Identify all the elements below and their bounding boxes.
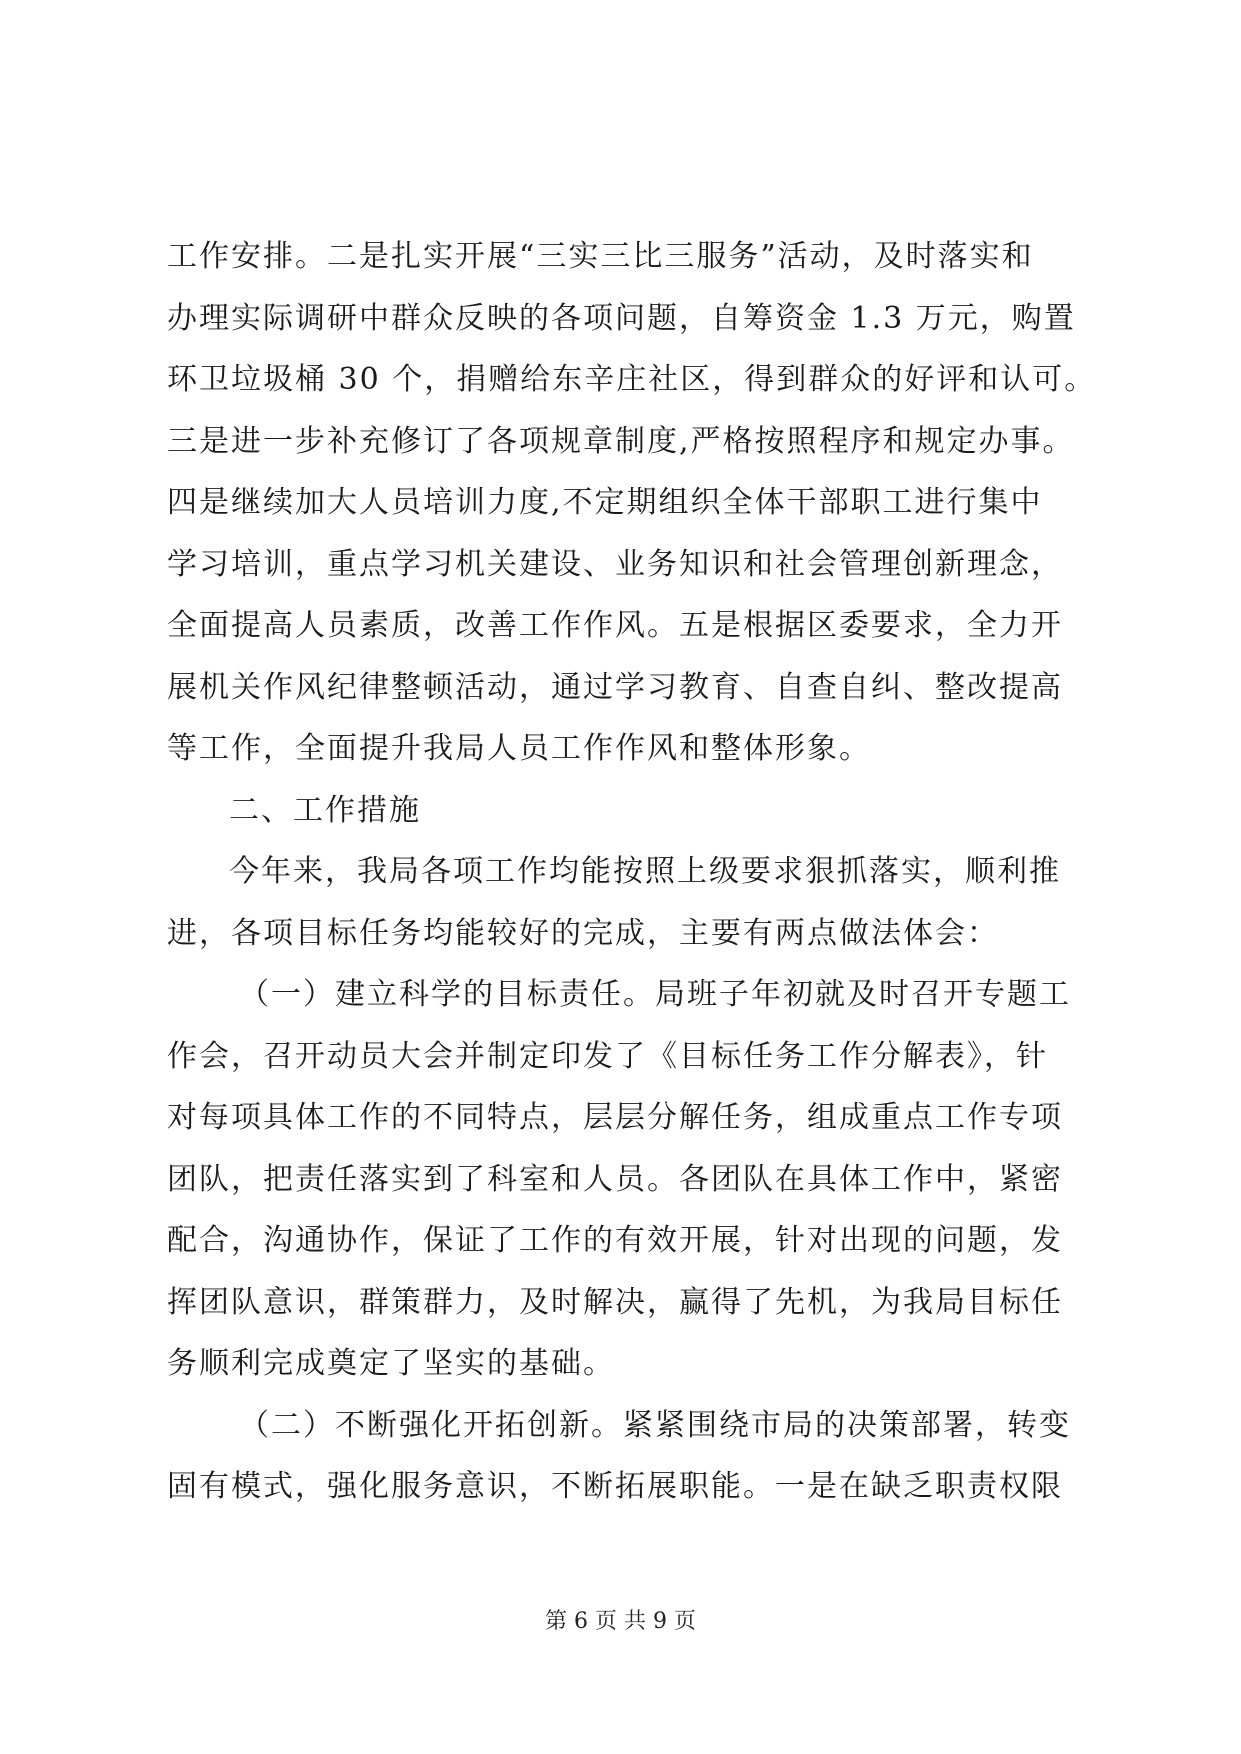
- text-line: 三是进一步补充修订了各项规章制度,严格按照程序和规定办事。: [167, 423, 1075, 459]
- text-line: 环卫垃圾桶 30 个，捐赠给东辛庄社区，得到群众的好评和认可。: [167, 362, 1097, 397]
- text-line: 进，各项目标任务均能较好的完成，主要有两点做法体会：: [167, 915, 999, 951]
- text-line: 全面提高人员素质，改善工作作风。五是根据区委要求，全力开: [167, 608, 1063, 643]
- page-footer: 第 6 页 共 9 页: [545, 1609, 696, 1634]
- text-line: 今年来，我局各项工作均能按照上级要求狠抓落实，顺利推: [229, 854, 1061, 889]
- text-line: 等工作，全面提升我局人员工作作风和整体形象。: [167, 731, 871, 766]
- text-line: 团队，把责任落实到了科室和人员。各团队在具体工作中，紧密: [167, 1161, 1063, 1197]
- text-line: 作会，召开动员大会并制定印发了《目标任务工作分解表》，针: [167, 1038, 1048, 1074]
- text-line: 办理实际调研中群众反映的各项问题，自筹资金 1.3 万元，购置: [167, 300, 1076, 336]
- text-line: 对每项具体工作的不同特点，层层分解任务，组成重点工作专项: [167, 1100, 1063, 1135]
- text-line: 展机关作风纪律整顿活动，通过学习教育、自查自纠、整改提高: [167, 669, 1063, 705]
- subsection-line: （一）建立科学的目标责任。局班子年初就及时召开专题工: [239, 977, 1071, 1012]
- text-line: 工作安排。二是扎实开展“三实三比三服务”活动，及时落实和: [167, 239, 1034, 274]
- subsection-line: （二）不断强化开拓创新。紧紧围绕市局的决策部署，转变: [239, 1407, 1071, 1443]
- text-line: 固有模式，强化服务意识，不断拓展职能。一是在缺乏职责权限: [167, 1469, 1063, 1504]
- section-heading: 二、工作措施: [229, 792, 421, 828]
- text-line: 配合，沟通协作，保证了工作的有效开展，针对出现的问题，发: [167, 1223, 1063, 1258]
- text-line: 四是继续加大人员培训力度,不定期组织全体干部职工进行集中: [167, 485, 1043, 520]
- text-line: 挥团队意识，群策群力，及时解决，赢得了先机，为我局目标任: [167, 1284, 1063, 1320]
- document-body: [167, 226, 1097, 1518]
- text-line: 学习培训，重点学习机关建设、业务知识和社会管理创新理念，: [167, 546, 1063, 582]
- text-line: 务顺利完成奠定了坚实的基础。: [167, 1346, 615, 1381]
